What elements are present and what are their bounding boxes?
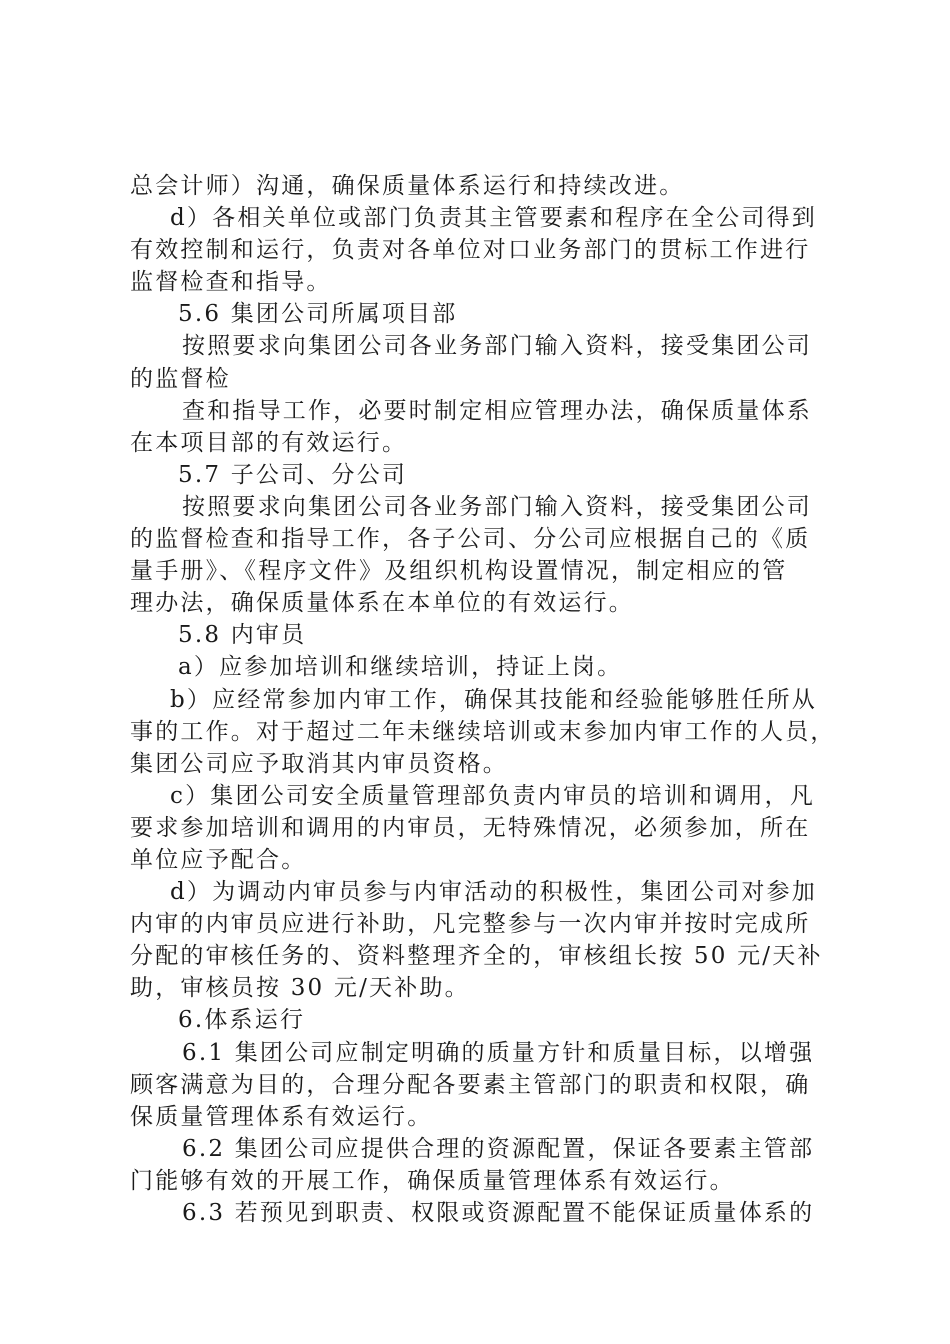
document-body-text [130,170,835,1229]
text-line: 总会计师）沟通，确保质量体系运行和持续改进。 [130,173,685,199]
text-line: 6.体系运行 [178,1007,306,1034]
text-line: 6.1 集团公司应制定明确的质量方针和质量目标，以增强 [182,1039,815,1066]
text-line: 保质量管理体系有效运行。 [130,1103,433,1130]
text-line: 在本项目部的有效运行。 [130,429,408,456]
text-line: d）为调动内审员参与内审活动的积极性，集团公司对参加 [170,879,817,906]
text-line: d）各相关单位或部门负责其主管要素和程序在全公司得到 [170,205,817,232]
text-line: 按照要求向集团公司各业务部门输入资料，接受集团公司 [182,333,812,360]
text-line: 内审的内审员应进行补助，凡完整参与一次内审并按时完成所 [130,911,811,938]
text-line: 6.2 集团公司应提供合理的资源配置，保证各要素主管部 [182,1135,815,1162]
text-line: b）应经常参加内审工作，确保其技能和经验能够胜任所从 [170,686,817,713]
text-line: 6.3 若预见到职责、权限或资源配置不能保证质量体系的 [182,1200,815,1226]
text-line: 量手册》、《程序文件》及组织机构设置情况，制定相应的管 [130,558,788,585]
text-line: 分配的审核任务的、资料整理齐全的，审核组长按 50 元/天补 [130,943,823,970]
text-line: 的监督检 [130,365,231,392]
text-line: 集团公司应予取消其内审员资格。 [130,750,508,777]
text-line: 单位应予配合。 [130,846,307,873]
text-line: 顾客满意为目的，合理分配各要素主管部门的职责和权限，确 [130,1071,811,1098]
text-line: 5.6 集团公司所属项目部 [178,301,458,328]
text-line: 门能够有效的开展工作，确保质量管理体系有效运行。 [130,1167,735,1194]
text-line: 5.7 子公司、分公司 [178,461,408,488]
text-line: 理办法，确保质量体系在本单位的有效运行。 [130,590,634,617]
text-line: 的监督检查和指导工作，各子公司、分公司应根据自己的《质 [130,526,811,553]
text-line: 要求参加培训和调用的内审员，无特殊情况，必须参加，所在 [130,814,811,841]
text-line: c）集团公司安全质量管理部负责内审员的培训和调用，凡 [170,782,816,809]
text-line: 5.8 内审员 [178,622,307,649]
text-line: a）应参加培训和继续培训，持证上岗。 [178,654,623,681]
text-line: 有效控制和运行，负责对各单位对口业务部门的贯标工作进行 [130,237,811,264]
text-line: 助，审核员按 30 元/天补助。 [130,975,470,1002]
text-line: 事的工作。对于超过二年未继续培训或末参加内审工作的人员， [130,718,836,745]
text-line: 按照要求向集团公司各业务部门输入资料，接受集团公司 [182,493,812,520]
text-line: 监督检查和指导。 [130,269,332,296]
text-line: 查和指导工作，必要时制定相应管理办法，确保质量体系 [182,397,812,424]
